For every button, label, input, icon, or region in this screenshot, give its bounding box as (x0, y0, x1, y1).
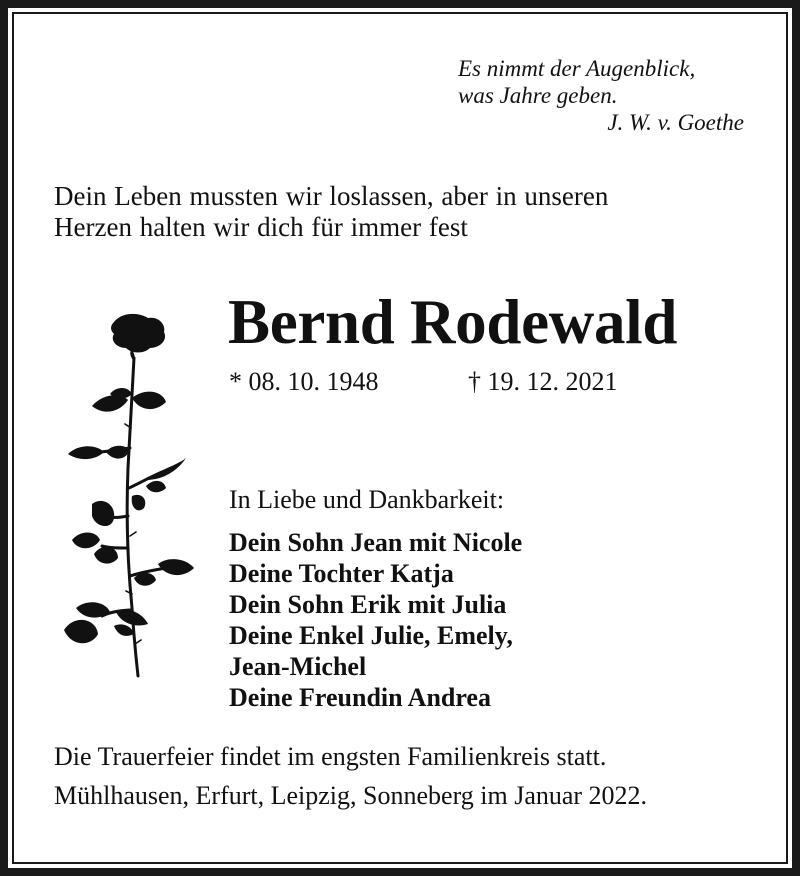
mourner-line: Deine Enkel Julie, Emely, (229, 621, 513, 650)
intro-line-1: Dein Leben mussten wir loslassen, aber in unseren (54, 181, 609, 211)
deceased-name: Bernd Rodewald (228, 287, 678, 357)
locations-date: Mühlhausen, Erfurt, Leipzig, Sonneberg im Januar 2022. (54, 781, 648, 810)
quote-line-2: was Jahre geben. (458, 83, 618, 108)
funeral-note: Die Trauerfeier findet im engsten Familienkreis statt. (54, 742, 607, 771)
footer-text (54, 737, 754, 815)
mourner-line: Jean-Michel (229, 652, 367, 681)
life-dates (229, 366, 729, 398)
mourners-list (229, 527, 522, 713)
intro-text (54, 181, 747, 243)
thanks-heading: In Liebe und Dankbarkeit: (229, 485, 505, 514)
mourner-line: Dein Sohn Jean mit Nicole (229, 528, 523, 557)
rose-icon (62, 308, 202, 680)
intro-line-2: Herzen halten wir dich für immer fest (54, 212, 468, 242)
quote-line-1: Es nimmt der Augenblick, (458, 56, 696, 81)
birth-date: * 08. 10. 1948 (229, 367, 379, 396)
mourner-line: Dein Sohn Erik mit Julia (229, 590, 507, 619)
mourner-line: Deine Tochter Katja (229, 559, 454, 588)
death-date: † 19. 12. 2021 (468, 367, 618, 396)
mourner-line: Deine Freundin Andrea (229, 683, 491, 712)
goethe-quote (458, 55, 748, 136)
quote-author: J. W. v. Goethe (607, 110, 744, 135)
